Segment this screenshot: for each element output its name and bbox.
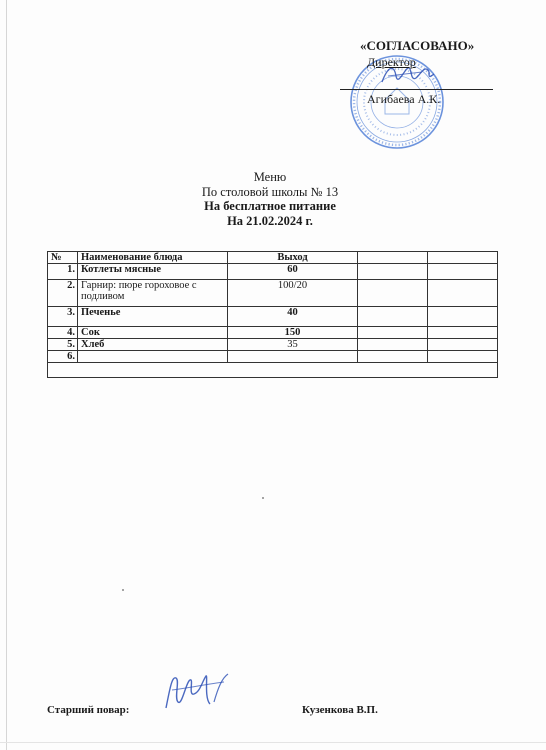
document-title <box>150 170 390 228</box>
row-number: 1. <box>48 264 78 280</box>
header-empty-1 <box>358 252 428 264</box>
row-output <box>228 351 358 363</box>
row-output: 150 <box>228 327 358 339</box>
approval-heading: «СОГЛАСОВАНО» <box>360 38 475 53</box>
title-line-3: На бесплатное питание <box>204 199 336 213</box>
header-output: Выход <box>228 252 358 264</box>
header-empty-2 <box>428 252 498 264</box>
title-line-1: Меню <box>253 170 287 184</box>
header-number: № <box>48 252 78 264</box>
page-edge-left <box>6 0 7 750</box>
row-empty-cell <box>428 339 498 351</box>
table-row <box>48 339 498 351</box>
title-line-2: По столовой школы № 13 <box>201 184 339 199</box>
cook-role-label: Старший повар: <box>47 704 130 716</box>
table-row <box>48 351 498 363</box>
page-edge-bottom <box>0 742 546 743</box>
table-row <box>48 264 498 280</box>
row-number: 2. <box>48 280 78 307</box>
row-dish <box>78 351 228 363</box>
row-number: 4. <box>48 327 78 339</box>
scan-speck <box>122 589 124 591</box>
table-header-row <box>48 252 498 264</box>
row-empty-cell <box>358 264 428 280</box>
blank-row-cell <box>48 363 498 378</box>
row-number: 6. <box>48 351 78 363</box>
row-empty-cell <box>358 339 428 351</box>
row-output: 35 <box>228 339 358 351</box>
row-empty-cell <box>358 327 428 339</box>
row-output: 100/20 <box>228 280 358 307</box>
approval-block <box>340 38 500 118</box>
approval-name: Агибаева А.К. <box>367 92 441 106</box>
table-row-blank <box>48 363 498 378</box>
table-row <box>48 280 498 307</box>
row-empty-cell <box>358 280 428 307</box>
row-dish: Сок <box>78 327 228 339</box>
row-empty-cell <box>358 351 428 363</box>
approval-position: Директор <box>367 55 416 69</box>
header-dish: Наименование блюда <box>78 252 228 264</box>
cook-signature-icon <box>158 668 238 718</box>
approval-signature-line <box>340 89 493 90</box>
row-empty-cell <box>428 264 498 280</box>
row-dish: Гарнир: пюре гороховое с подливом <box>78 280 228 307</box>
row-number: 3. <box>48 307 78 327</box>
row-dish: Хлеб <box>78 339 228 351</box>
row-empty-cell <box>428 307 498 327</box>
scan-speck <box>262 497 264 499</box>
table-row <box>48 327 498 339</box>
row-empty-cell <box>358 307 428 327</box>
row-empty-cell <box>428 351 498 363</box>
title-line-4: На 21.02.2024 г. <box>227 213 313 228</box>
row-empty-cell <box>428 280 498 307</box>
row-output: 40 <box>228 307 358 327</box>
cook-name: Кузенкова В.П. <box>302 704 378 716</box>
row-dish: Котлеты мясные <box>78 264 228 280</box>
row-number: 5. <box>48 339 78 351</box>
row-empty-cell <box>428 327 498 339</box>
table-row <box>48 307 498 327</box>
row-dish: Печенье <box>78 307 228 327</box>
menu-table <box>47 251 498 378</box>
row-output: 60 <box>228 264 358 280</box>
